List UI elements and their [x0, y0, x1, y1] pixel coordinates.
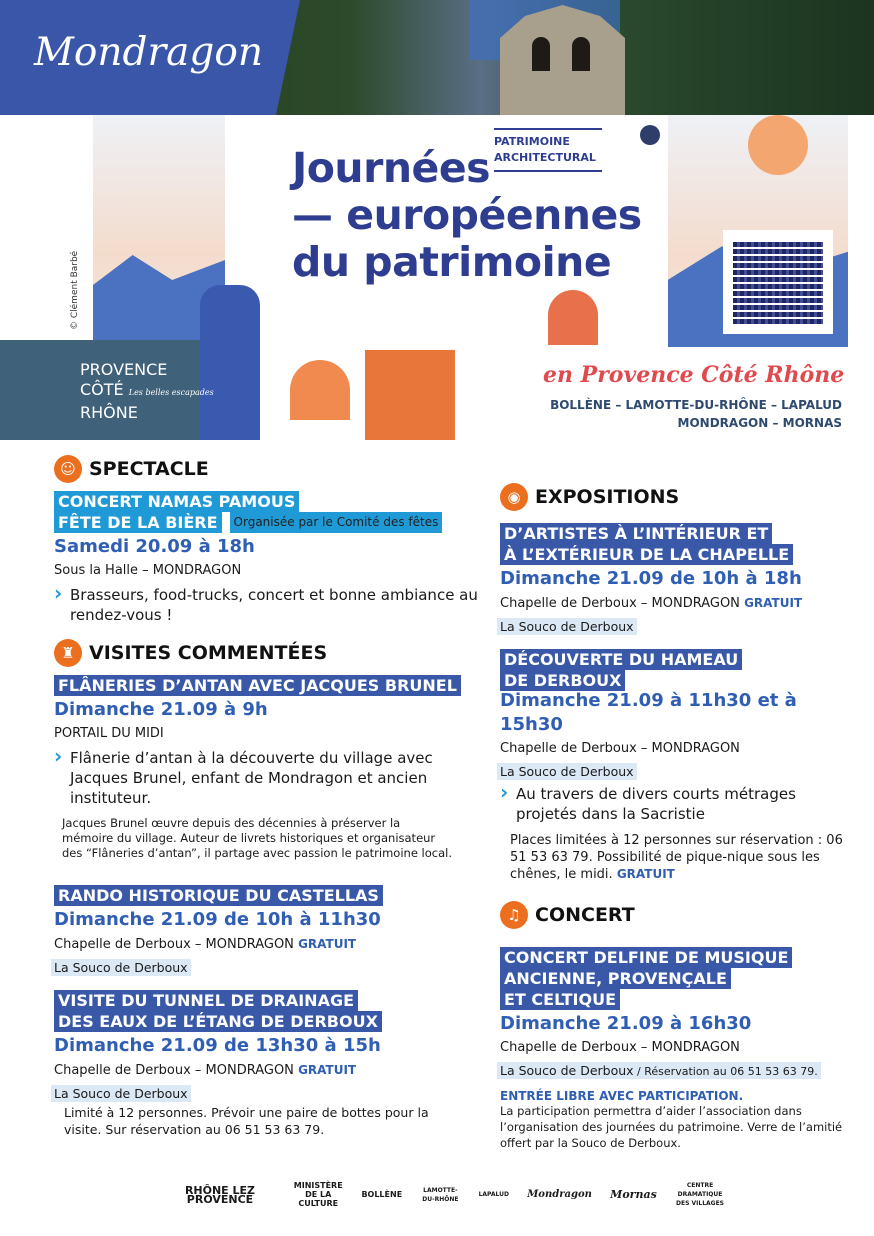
section-heading: CONCERT — [535, 904, 635, 926]
organiser — [497, 1062, 821, 1079]
title-line: ET CELTIQUE — [500, 989, 620, 1010]
event-location — [54, 934, 484, 955]
title-line: DES EAUX DE L’ÉTANG DE DERBOUX — [54, 1011, 382, 1032]
location-text: Chapelle de Derboux – MONDRAGON — [500, 596, 740, 611]
title-line: À L’EXTÉRIEUR DE LA CHAPELLE — [500, 544, 793, 565]
event-note: Limité à 12 personnes. Prévoir une paire de bottes pour la visite. Sur réservation au 06 51 53 63 79. — [64, 1105, 429, 1137]
section-concert — [500, 901, 850, 929]
title-line: DÉCOUVERTE DU HAMEAU — [500, 649, 742, 670]
title-line: VISITE DU TUNNEL DE DRAINAGE — [54, 990, 358, 1011]
title-line: du patrimoine — [292, 238, 612, 286]
reservation-info: / Réservation au 06 51 53 63 79. — [633, 1065, 818, 1078]
music-notes-icon: ♫ — [500, 901, 528, 929]
partner-logos — [165, 1172, 725, 1217]
section-visites — [54, 639, 484, 667]
qr-code-icon[interactable] — [723, 230, 833, 334]
brand-line: CÔTÉ — [80, 380, 124, 399]
event-title — [54, 885, 484, 906]
logo-mornas: Mornas — [610, 1188, 657, 1201]
event-date: Dimanche 21.09 à 9h — [54, 699, 268, 720]
bell-tower — [500, 5, 625, 115]
price-badge: GRATUIT — [744, 596, 803, 610]
title-line: D’ARTISTES À L’INTÉRIEUR ET — [500, 523, 772, 544]
event-artistes — [500, 523, 850, 635]
event-location: PORTAIL DU MIDI — [54, 726, 164, 741]
event-title — [292, 145, 642, 286]
organiser: La Souco de Derboux — [51, 959, 191, 976]
logo-lamotte: LAMOTTE-DU-RHÔNE — [422, 1186, 459, 1203]
title-line: CONCERT NAMAS PAMOUS — [54, 491, 299, 512]
event-date: Dimanche 21.09 de 10h à 18h — [500, 568, 802, 589]
event-description: › Brasseurs, food-trucks, concert et bonne ambiance au rendez-vous ! — [54, 585, 484, 625]
event-location — [500, 593, 850, 614]
event-location: Chapelle de Derboux – MONDRAGON — [500, 1040, 740, 1055]
town-name: Mondragon — [34, 30, 263, 75]
brand-line: RHÔNE — [80, 403, 138, 422]
logo-lapalud: LAPALUD — [478, 1191, 510, 1198]
guide-icon: ♜ — [54, 639, 82, 667]
logo-ministere-culture: MINISTÈRE DE LA CULTURE — [293, 1181, 343, 1208]
event-note — [500, 832, 845, 883]
title-line: — européennes — [292, 191, 642, 239]
event-concert-namas — [54, 491, 484, 625]
price-badge: GRATUIT — [298, 1063, 357, 1077]
event-note: La participation permettra d’aider l’association dans l’organisation des journées du patrimoine. Verre de l’amitié offert par la Souco de Derboux. — [500, 1104, 843, 1150]
event-description: › Flânerie d’antan à la découverte du village avec Jacques Brunel, enfant de Mondragon et ancien instituteur. — [54, 748, 434, 808]
event-location: Chapelle de Derboux – MONDRAGON — [500, 741, 740, 756]
location-text: Chapelle de Derboux – MONDRAGON — [54, 937, 294, 952]
event-title — [500, 947, 850, 1010]
title-line: ANCIENNE, PROVENÇALE — [500, 968, 731, 989]
section-expositions — [500, 483, 850, 511]
entry-info: ENTRÉE LIBRE AVEC PARTICIPATION. — [500, 1089, 744, 1103]
price-badge: GRATUIT — [298, 937, 357, 951]
right-column — [500, 483, 850, 1165]
event-description: › Au travers de divers courts métrages projetés dans la Sacristie — [500, 784, 820, 824]
note-text: Places limitées à 12 personnes sur réservation : 06 51 53 63 79. Possibilité de pique-nique sous les chênes, le midi. — [510, 833, 843, 882]
section-spectacle — [54, 455, 484, 483]
event-date: Dimanche 21.09 à 16h30 — [500, 1013, 752, 1034]
brand-logo — [80, 360, 214, 423]
event-delfine — [500, 947, 850, 1151]
tag-line: PATRIMOINE — [494, 135, 570, 148]
event-date: Dimanche 21.09 de 10h à 11h30 — [54, 909, 381, 930]
logo-bollene: BOLLÈNE — [361, 1190, 403, 1199]
region-title: en Provence Côté Rhône — [543, 362, 845, 388]
organiser: La Souco de Derboux — [51, 1085, 191, 1102]
event-location: Sous la Halle – MONDRAGON — [54, 563, 242, 578]
brand-tagline: Les belles escapades — [128, 388, 214, 397]
event-details: Jacques Brunel œuvre depuis des décennies à préserver la mémoire du village. Auteur de livrets historiques et organisateur des “Flâneries d’antan”, il partage avec passion le patrimoine local. — [62, 816, 452, 860]
event-hameau — [500, 649, 850, 883]
logo-centre-dramatique: CENTRE DRAMATIQUE DES VILLAGES — [676, 1182, 724, 1207]
theater-masks-icon: ☺ — [54, 455, 82, 483]
towns-line: BOLLÈNE – LAMOTTE-DU-RHÔNE – LAPALUD — [550, 398, 842, 412]
photo-credit: © Clément Barbé — [70, 250, 80, 330]
organiser-text: La Souco de Derboux — [500, 1063, 634, 1078]
event-title — [500, 523, 850, 565]
title-line: DE DERBOUX — [500, 670, 625, 691]
event-title — [54, 675, 484, 696]
brand-line: PROVENCE — [80, 360, 168, 379]
towns-line: MONDRAGON – MORNAS — [677, 416, 842, 430]
title-line: FLÂNERIES D’ANTAN AVEC JACQUES BRUNEL — [54, 675, 461, 696]
event-date: Dimanche 21.09 à 11h30 et à 15h30 — [500, 690, 797, 735]
section-heading: SPECTACLE — [89, 458, 209, 480]
event-date: Samedi 20.09 à 18h — [54, 536, 255, 557]
event-location — [54, 1060, 484, 1081]
organiser: La Souco de Derboux — [497, 618, 637, 635]
left-column — [54, 455, 484, 1152]
event-tunnel — [54, 990, 484, 1138]
event-flaneries — [54, 675, 484, 861]
price-badge: GRATUIT — [616, 867, 675, 881]
organiser: La Souco de Derboux — [497, 763, 637, 780]
title-line: CONCERT DELFINE DE MUSIQUE — [500, 947, 792, 968]
logo-mondragon: Mondragon — [527, 1189, 592, 1200]
location-text: Chapelle de Derboux – MONDRAGON — [54, 1063, 294, 1078]
title-line: RANDO HISTORIQUE DU CASTELLAS — [54, 885, 383, 906]
event-date: Dimanche 21.09 de 13h30 à 15h — [54, 1035, 381, 1056]
title-line: FÊTE DE LA BIÈRE — [54, 512, 222, 533]
section-heading: EXPOSITIONS — [535, 486, 680, 508]
logo-rhone-lez-provence: RHÔNE LEZ PROVENCE — [184, 1183, 256, 1206]
title-line: Journées — [292, 144, 491, 192]
town-list — [550, 396, 842, 432]
section-heading: VISITES COMMENTÉES — [89, 642, 328, 664]
event-title — [54, 990, 484, 1032]
event-title — [500, 649, 850, 691]
eye-icon: ◉ — [500, 483, 528, 511]
event-title — [54, 491, 484, 533]
organiser: Organisée par le Comité des fêtes — [230, 512, 443, 533]
tag-line: ARCHITECTURAL — [494, 151, 596, 164]
event-rando — [54, 885, 484, 976]
